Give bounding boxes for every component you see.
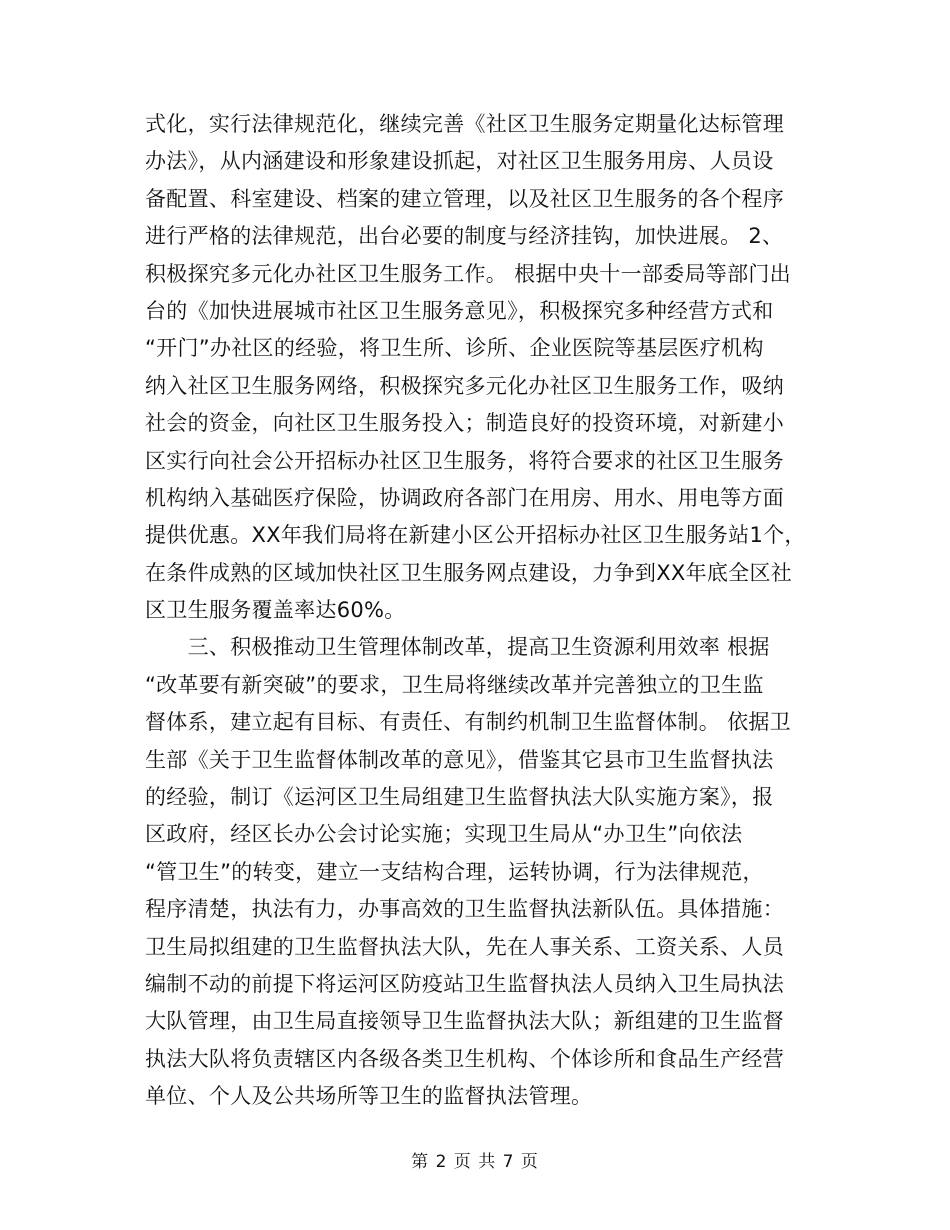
text-line: 机构纳入基础医疗保险，协调政府各部门在用房、用水、用电等方面 [145, 485, 784, 510]
text-line: 区实行向社会公开招标办社区卫生服务，将符合要求的社区卫生服务 [145, 448, 784, 473]
text-line: 台的《加快进展城市社区卫生服务意见》，积极探究多种经营方式和 [145, 298, 774, 323]
text-line: 式化，实行法律规范化，继续完善《社区卫生服务定期量化达标管理 [145, 112, 784, 136]
text-line: 在条件成熟的区域加快社区卫生服务网点建设，力争到XX年底全区社 [145, 560, 793, 585]
page-number-footer: 第 2 页 共 7 页 [411, 1152, 539, 1172]
text-line: 卫生局拟组建的卫生监督执法大队，先在人事关系、工资关系、人员 [145, 934, 784, 959]
text-line: 办法》，从内涵建设和形象建设抓起，对社区卫生服务用房、人员设 [145, 149, 774, 174]
text-line: 进行严格的法律规范，出台必要的制度与经济挂钩，加快进展。 2、 [145, 224, 784, 249]
text-line: “开门”办社区的经验，将卫生所、诊所、企业医院等基层医疗机构 [145, 336, 764, 361]
text-line: 生部《关于卫生监督体制改革的意见》，借鉴其它县市卫生监督执法 [145, 747, 774, 772]
text-line: “改革要有新突破”的要求，卫生局将继续改革并完善独立的卫生监 [145, 672, 764, 697]
text-line: 单位、个人及公共场所等卫生的监督执法管理。 [145, 1084, 593, 1109]
text-line: 积极探究多元化办社区卫生服务工作。 根据中央十一部委局等部门出 [145, 261, 791, 286]
text-line: 的经验，制订《运河区卫生局组建卫生监督执法大队实施方案》，报 [145, 785, 774, 810]
text-line: “管卫生”的转变，建立一支结构合理，运转协调，行为法律规范， [145, 859, 764, 884]
body-text [145, 106, 825, 1116]
text-line: 社会的资金，向社区卫生服务投入；制造良好的投资环境，对新建小 [145, 411, 784, 436]
text-line: 大队管理，由卫生局直接领导卫生监督执法大队；新组建的卫生监督 [145, 1009, 784, 1034]
text-line: 执法大队将负责辖区内各级各类卫生机构、个体诊所和食品生产经营 [145, 1046, 784, 1071]
text-line: 三、积极推动卫生管理体制改革，提高卫生资源利用效率 根据 [145, 635, 770, 660]
text-line: 督体系，建立起有目标、有责任、有制约机制卫生监督体制。 依据卫 [145, 710, 791, 735]
text-line: 提供优惠。XX年我们局将在新建小区公开招标办社区卫生服务站1个， [145, 523, 806, 548]
text-line: 程序清楚，执法有力，办事高效的卫生监督执法新队伍。具体措施： [145, 897, 784, 922]
text-line: 编制不动的前提下将运河区防疫站卫生监督执法人员纳入卫生局执法 [145, 971, 784, 996]
text-line: 纳入社区卫生服务网络，积极探究多元化办社区卫生服务工作，吸纳 [145, 373, 784, 398]
text-line: 备配置、科室建设、档案的建立管理，以及社区卫生服务的各个程序 [145, 186, 784, 211]
text-line: 区政府，经区长办公会讨论实施；实现卫生局从“办卫生”向依法 [145, 822, 743, 847]
text-line: 区卫生服务覆盖率达60%。 [145, 598, 406, 623]
